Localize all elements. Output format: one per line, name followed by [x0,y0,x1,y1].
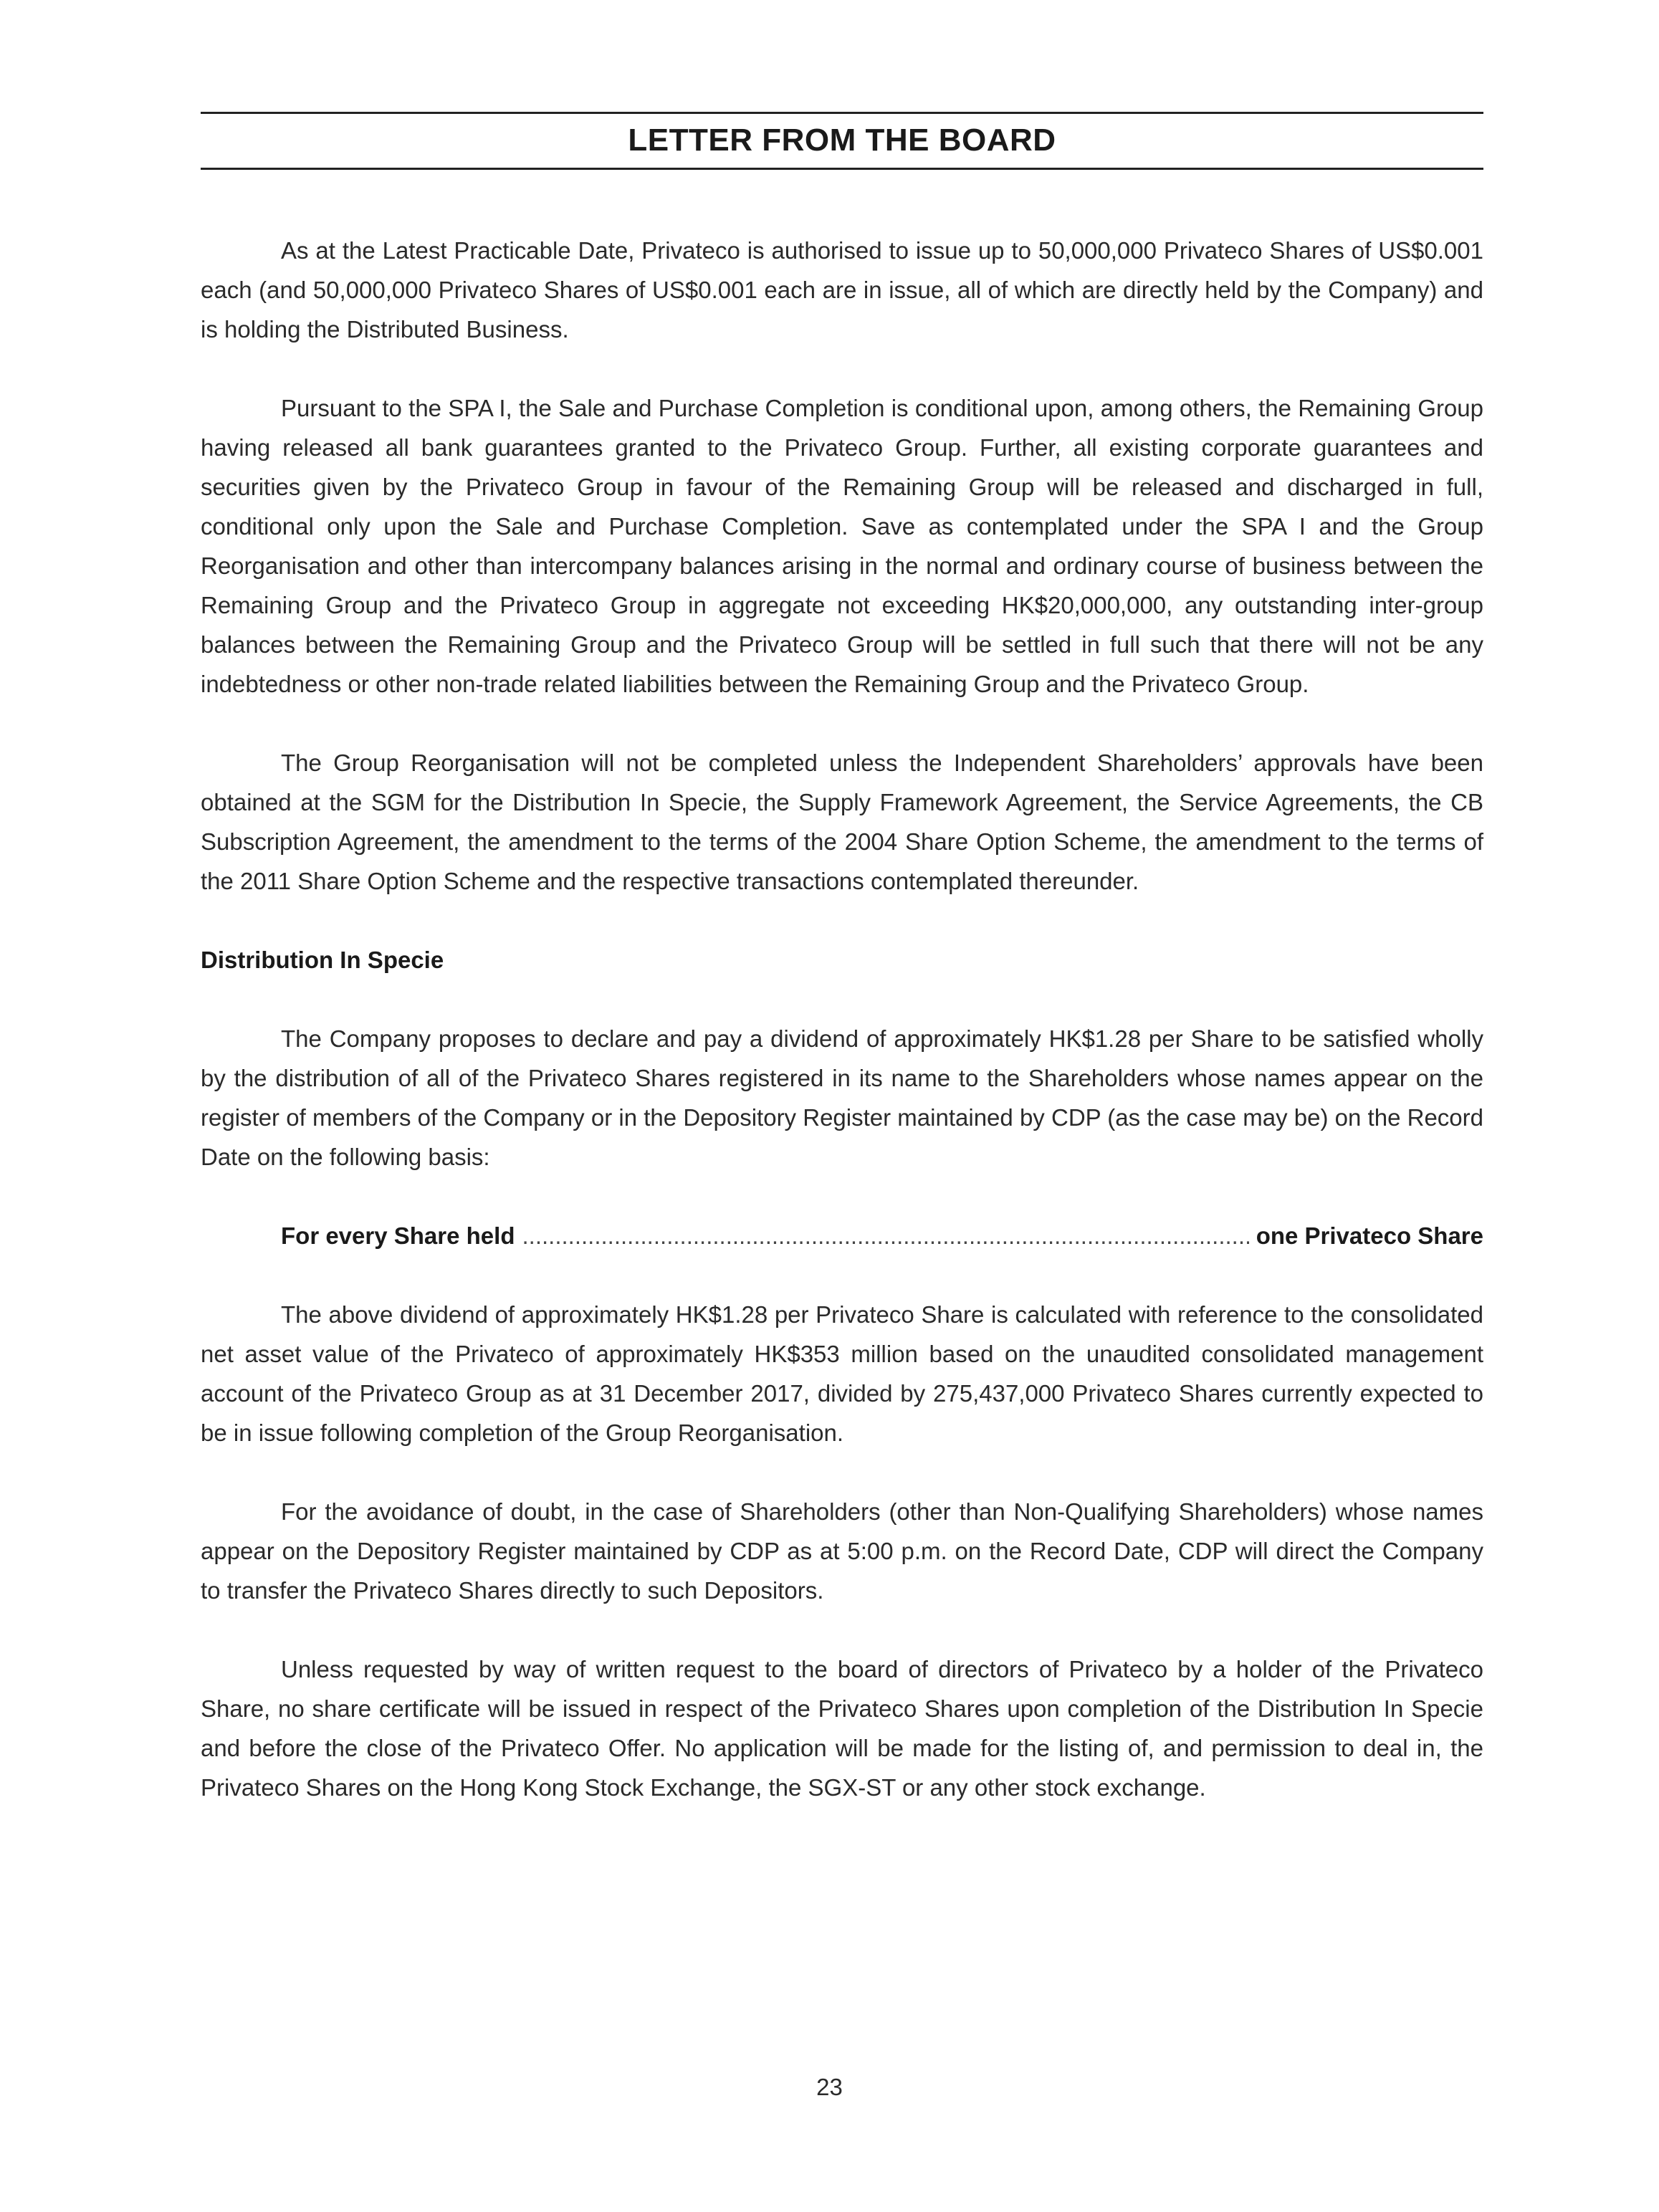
header-top-rule [201,112,1483,114]
basis-left-label: For every Share held [281,1222,515,1249]
header-bottom-rule [201,168,1483,170]
paragraph-dividend-calculation: The above dividend of approximately HK$1.28 per Privateco Share is calculated with reference to the consolidated net asset value of the Privateco of approximately HK$353 million based on the unaudited consolidated management account of the Privateco Group as at 31 December 2017, divided by 275,437,000 Privateco Shares currently expected to be in issue following completion of the Group Reorganisation. [201,1301,1483,1446]
paragraph-authorised-shares: As at the Latest Practicable Date, Privateco is authorised to issue up to 50,000,000 Privateco Shares of US$0.001 each (and 50,000,000 Privateco Shares of US$0.001 each are in issue, all of which are directly held by the Company) and is holding the Distributed Business. [201,237,1483,343]
paragraph-dividend-intro: The Company proposes to declare and pay a dividend of approximately HK$1.28 per Share to be satisfied wholly by the distribution of all of the Privateco Shares registered in its name to the Shareholders whose names appear on the register of members of the Company or in the Depository Register maintained by CDP (as the case may be) on the Record Date on the following basis: [201,1025,1483,1170]
paragraph-share-certificates: Unless requested by way of written request to the board of directors of Privateco by a holder of the Privateco Share, no share certificate will be issued in respect of the Privateco Shares upon completion of the Distribution In Specie and before the close of the Privateco Offer. No application will be made for the listing of, and permission to deal in, the Privateco Shares on the Hong Kong Stock Exchange, the SGX-ST or any other stock exchange. [201,1656,1483,1801]
paragraph-spa-conditions: Pursuant to the SPA I, the Sale and Purchase Completion is conditional upon, among others, the Remaining Group having released all bank guarantees granted to the Privateco Group. Further, all existing corporate guarantees and securities given by the Privateco Group in favour of the Remaining Group will be released and discharged in full, conditional only upon the Sale and Purchase Completion. Save as contemplated under the SPA I and the Group Reorganisation and other than intercompany balances arising in the normal and ordinary course of business between the Remaining Group and the Privateco Group in aggregate not exceeding HK$20,000,000, any outstanding inter-group balances between the Remaining Group and the Privateco Group will be settled in full such that there will not be any indebtedness or other non-trade related liabilities between the Remaining Group and the Privateco Group. [201,395,1483,697]
dot-leader [522,1216,1248,1255]
page-number: 23 [816,2074,843,2100]
document-body [201,231,1483,1847]
distribution-basis-line [281,1216,1483,1255]
page-title: LETTER FROM THE BOARD [628,123,1056,158]
paragraph-depositors: For the avoidance of doubt, in the case of Shareholders (other than Non-Qualifying Shareholders) whose names appear on the Depository Register maintained by CDP as at 5:00 p.m. on the Record Date, CDP will direct the Company to transfer the Privateco Shares directly to such Depositors. [201,1498,1483,1604]
section-heading: Distribution In Specie [201,947,444,973]
basis-right-label: one Privateco Share [1256,1222,1483,1249]
paragraph-group-reorganisation: The Group Reorganisation will not be completed unless the Independent Shareholders’ approvals have been obtained at the SGM for the Distribution In Specie, the Supply Framework Agreement, the Service Agreements, the CB Subscription Agreement, the amendment to the terms of the 2004 Share Option Scheme, the amendment to the terms of the 2011 Share Option Scheme and the respective transactions contemplated thereunder. [201,750,1483,894]
